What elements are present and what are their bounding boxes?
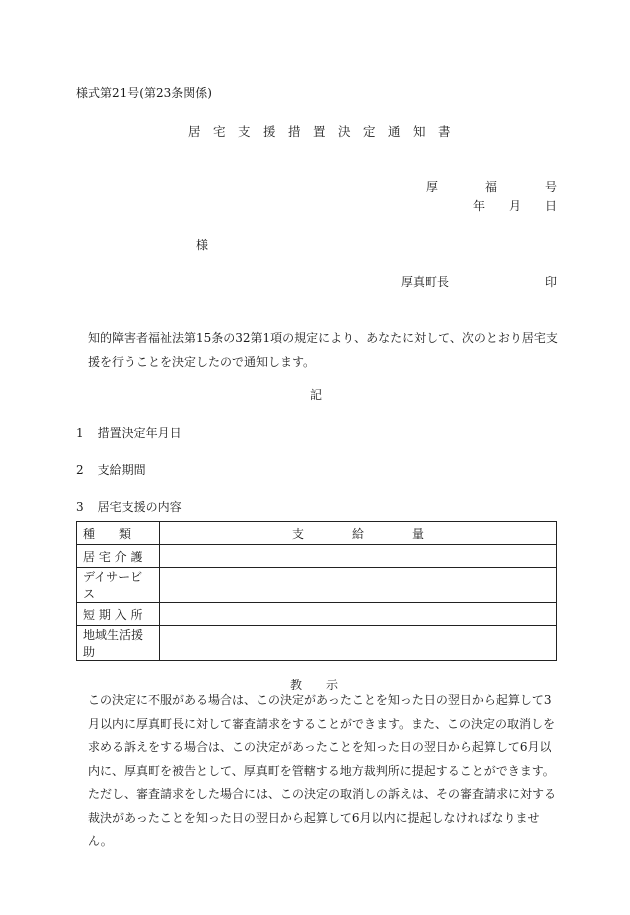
- item-label: 居宅支援の内容: [97, 500, 182, 514]
- body-text: 知的障害者福祉法第15条の32第1項の規定により、あなたに対して、次のとおり居宅支援を行うことを決定したので通知します。: [88, 331, 558, 369]
- row-kind: 居 宅 介 護: [77, 545, 160, 568]
- date-year: 年: [473, 199, 486, 213]
- seal-mark: 印: [545, 275, 558, 289]
- kyoji-heading: 教 示: [290, 678, 339, 692]
- table-row: [77, 568, 557, 603]
- addressee-suffix: 様: [196, 238, 209, 252]
- ki-heading: 記: [310, 388, 323, 402]
- kyoji-text: この決定に不服がある場合は、この決定があったことを知った日の翌日から起算して3月以内に厚真町長に対して審査請求をすることができます。また、この決定の取消しを求める訴えをする場合は、この決定があったことを知った日の翌日から起算して6月以内に、厚真町を被告として、厚真町を管轄する地方裁判所に提起することができます。ただし、審査請求をした場合には、この決定の取消しの訴えは、その審査請求に対する裁決があったことを知った日の翌日から起算して6月以内に提起しなければなりません。: [88, 693, 557, 848]
- row-amount-cell: [160, 568, 557, 603]
- row-amount-cell: [160, 545, 557, 568]
- table-row: [77, 545, 557, 568]
- support-content-table: [76, 521, 557, 661]
- item-label: 支給期間: [97, 463, 146, 477]
- header-kind: 種 類: [77, 522, 160, 545]
- row-amount-cell: [160, 626, 557, 661]
- item-1: [76, 425, 182, 441]
- date-month: 月: [509, 199, 522, 213]
- item-2: [76, 462, 146, 478]
- form-number: 様式第21号(第23条関係): [76, 86, 212, 100]
- table-header-row: [77, 522, 557, 545]
- table-row: [77, 626, 557, 661]
- document-title: 居 宅 支 援 措 置 決 定 通 知 書: [188, 124, 451, 139]
- table-row: [77, 603, 557, 626]
- item-3: [76, 499, 182, 515]
- item-label: 措置決定年月日: [97, 426, 182, 440]
- date-day: 日: [545, 199, 558, 213]
- row-kind: 地域生活援助: [77, 626, 160, 661]
- item-number: 2: [76, 463, 84, 477]
- issuer-name: 厚真町長: [401, 275, 450, 289]
- body-paragraph: [76, 327, 558, 374]
- row-amount-cell: [160, 603, 557, 626]
- doc-number-suffix: 号: [545, 180, 558, 194]
- doc-number-prefix: 厚: [426, 180, 439, 194]
- item-number: 3: [76, 500, 84, 514]
- header-amount: 支 給 量: [160, 522, 557, 545]
- kyoji-paragraph: [76, 689, 558, 854]
- row-kind: デイサービス: [77, 568, 160, 603]
- item-number: 1: [76, 426, 84, 440]
- doc-number-middle: 福: [485, 180, 498, 194]
- row-kind: 短 期 入 所: [77, 603, 160, 626]
